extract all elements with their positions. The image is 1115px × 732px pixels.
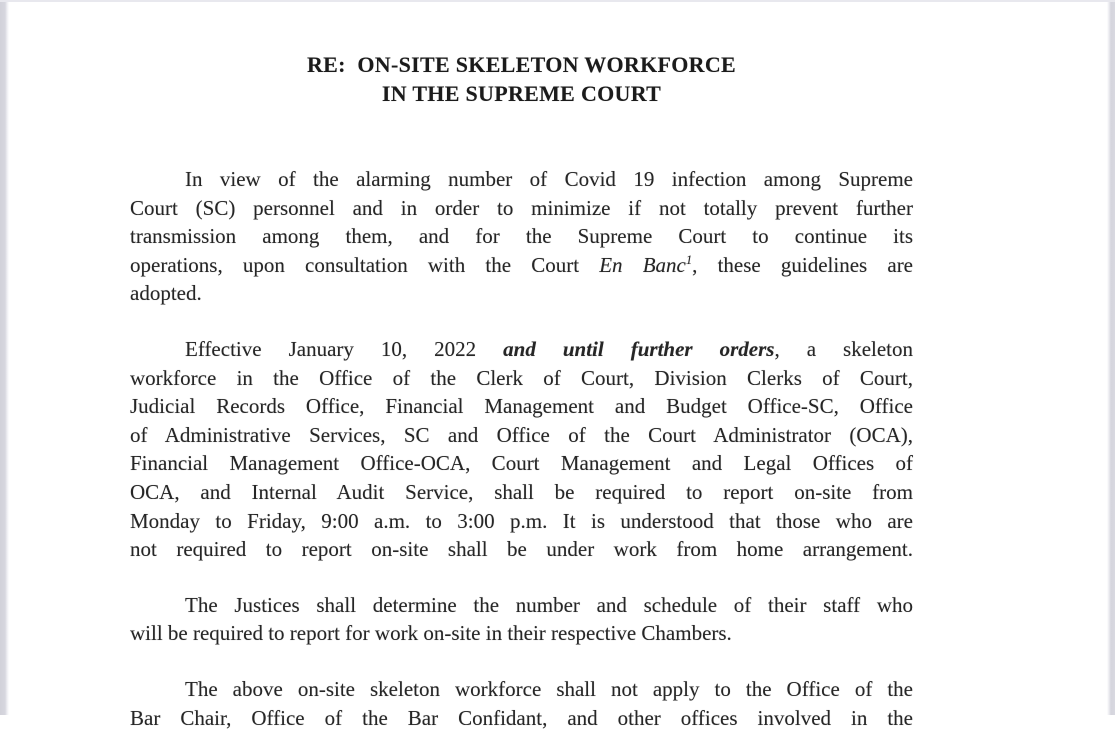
- text-line: [130, 449, 913, 478]
- text-line: [130, 194, 913, 223]
- text-run: Court (SC) personnel and in order to minimize if not totally prevent further: [130, 196, 913, 220]
- text-run: In view of the alarming number of Covid 19 infection among Supreme: [185, 167, 913, 191]
- text-run: and until further orders: [503, 337, 774, 361]
- title-line: IN THE SUPREME COURT: [130, 79, 913, 108]
- left-page-edge: [0, 0, 9, 715]
- text-run: not required to report on-site shall be under work from home arrangement.: [130, 537, 913, 561]
- text-run: Bar Chair, Office of the Bar Confidant, and other offices involved in the: [130, 706, 913, 730]
- text-run: workforce in the Office of the Clerk of Court, Division Clerks of Court,: [130, 366, 913, 390]
- text-line: [130, 421, 913, 450]
- document-content: [130, 0, 913, 732]
- text-line: [130, 364, 913, 393]
- text-run: Judicial Records Office, Financial Management and Budget Office-SC, Office: [130, 394, 913, 418]
- text-line: [130, 704, 913, 732]
- text-line: [130, 591, 913, 620]
- right-page-edge: [1107, 0, 1115, 715]
- text-run: Effective January 10, 2022: [185, 337, 503, 361]
- text-run: The above on-site skeleton workforce shall not apply to the Office of the: [185, 677, 913, 701]
- text-line: [130, 335, 913, 364]
- text-run: Monday to Friday, 9:00 a.m. to 3:00 p.m. It is understood that those who are: [130, 509, 913, 533]
- text-run: Financial Management Office-OCA, Court Management and Legal Offices of: [130, 451, 913, 475]
- text-line: [130, 392, 913, 421]
- paragraph: [130, 591, 913, 648]
- text-line: [130, 222, 913, 251]
- text-line: [130, 251, 913, 280]
- text-run: OCA, and Internal Audit Service, shall be required to report on-site from: [130, 480, 913, 504]
- paragraph: [130, 335, 913, 564]
- text-line: [130, 165, 913, 194]
- text-run: operations, upon consultation with the Court: [130, 253, 599, 277]
- text-run: , these guidelines are: [692, 253, 913, 277]
- footnote-marker: 1: [686, 253, 692, 267]
- page-title: [130, 50, 913, 108]
- text-run: , a skeleton: [774, 337, 913, 361]
- text-line: [130, 507, 913, 536]
- text-run: transmission among them, and for the Supreme Court to continue its: [130, 224, 913, 248]
- paragraph: [130, 675, 913, 732]
- text-line: [130, 279, 913, 308]
- paragraph: [130, 165, 913, 308]
- text-line: [130, 619, 913, 648]
- text-run: will be required to report for work on-site in their respective Chambers.: [130, 621, 732, 645]
- text-line: [130, 535, 913, 564]
- text-run: of Administrative Services, SC and Office of the Court Administrator (OCA),: [130, 423, 913, 447]
- text-run: adopted.: [130, 281, 202, 305]
- text-line: [130, 478, 913, 507]
- text-run: The Justices shall determine the number and schedule of their staff who: [185, 593, 913, 617]
- text-line: [130, 675, 913, 704]
- document-body: [130, 108, 913, 732]
- title-line: RE: ON-SITE SKELETON WORKFORCE: [130, 50, 913, 79]
- text-run: En Banc: [599, 253, 686, 277]
